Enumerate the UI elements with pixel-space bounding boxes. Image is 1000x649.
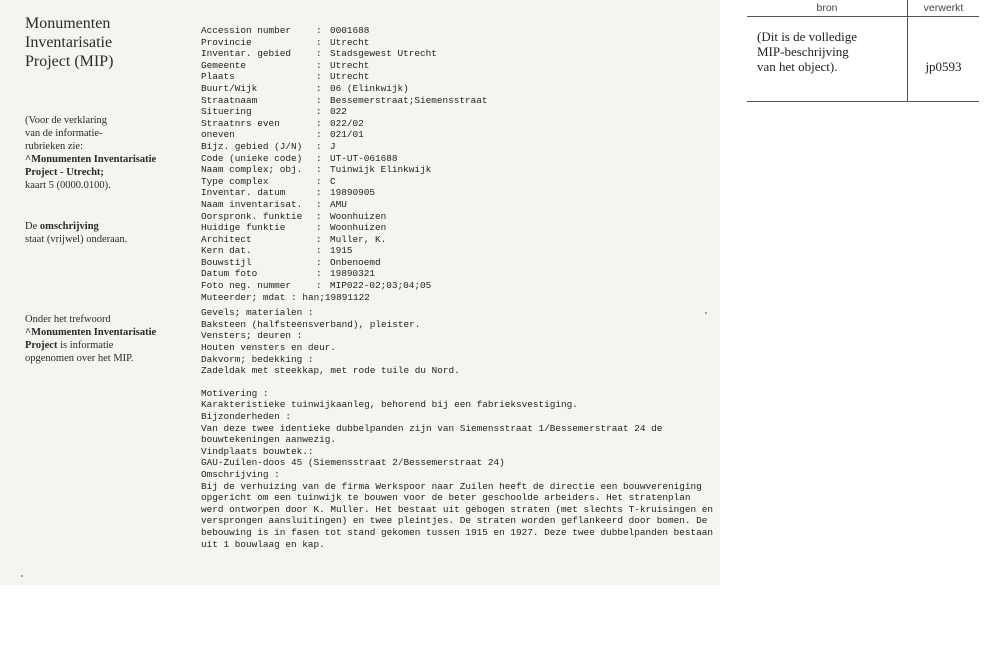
- sidebar-note-trefwoord: Onder het trefwoord ^Monumenten Inventarisatie Project is informatie opgenomen over het MIP.: [25, 314, 157, 364]
- record-text: [201, 25, 716, 550]
- field-key: Straatnaam: [201, 94, 258, 106]
- field-key: Oorspronk. funktie: [201, 210, 303, 222]
- source-table: [747, 0, 979, 101]
- record-field: [201, 199, 716, 211]
- field-sep: :: [316, 198, 322, 210]
- field-key: oneven: [201, 129, 235, 141]
- field-sep: :: [316, 106, 322, 118]
- record-field: [201, 222, 716, 234]
- section-heading: Dakvorm; bedekking :: [201, 353, 314, 365]
- field-value: 022/02: [330, 117, 364, 129]
- field-sep: :: [316, 280, 322, 292]
- sidebar-note-verklaring: (Voor de verklaring van de informatie- rubrieken zie: ^Monumenten Inventarisatie Project - Utrecht; kaart 5 (0000.0100).: [25, 115, 157, 191]
- field-sep: :: [316, 245, 322, 257]
- field-key: Gemeente: [201, 59, 247, 71]
- record-field: [201, 176, 716, 188]
- field-key: Naam complex; obj.: [201, 164, 303, 176]
- sidebar-link-mip-utrecht-2[interactable]: Project - Utrecht;: [25, 167, 104, 178]
- field-key: Situering: [201, 106, 252, 118]
- record-field: [201, 37, 716, 49]
- sidebar-link-mip-utrecht[interactable]: ^Monumenten Inventarisatie: [25, 154, 157, 165]
- record-sections-b: [201, 388, 716, 550]
- field-sep: :: [316, 187, 322, 199]
- sidebar-note-omschrijving: De omschrijving staat (vrijwel) onderaan.: [25, 221, 128, 245]
- record-field: [201, 48, 716, 60]
- field-value: Woonhuizen: [330, 210, 387, 222]
- record-field: [201, 257, 716, 269]
- field-value: Bessemerstraat;Siemensstraat: [330, 94, 488, 106]
- field-value: Woonhuizen: [330, 222, 387, 234]
- section-text: Van deze twee identieke dubbelpanden zijn van Siemensstraat 1/Bessemerstraat 24 de bouwtekeningen aanwezig.: [201, 422, 663, 446]
- field-key: Foto neg. nummer: [201, 280, 292, 292]
- field-sep: :: [316, 268, 322, 280]
- field-value: C: [330, 175, 336, 187]
- field-sep: :: [316, 210, 322, 222]
- source-table-row: [747, 17, 979, 102]
- muteerder-label: Muteerder; mdat: [201, 291, 286, 303]
- field-key: Accession number: [201, 25, 292, 36]
- field-value: 1915: [330, 245, 353, 257]
- field-sep: :: [316, 82, 322, 94]
- record-section: [201, 411, 716, 446]
- field-key: Architect: [201, 233, 252, 245]
- field-value: Muller, K.: [330, 233, 387, 245]
- record-field: [201, 153, 716, 165]
- field-value: AMU: [330, 198, 347, 210]
- sidebar-link-mip[interactable]: ^Monumenten Inventarisatie: [25, 327, 157, 338]
- field-sep: :: [316, 36, 322, 48]
- processed-code: jp0593: [925, 59, 962, 74]
- record-sections-a: [201, 307, 716, 377]
- field-key: Datum foto: [201, 268, 258, 280]
- field-value: Utrecht: [330, 36, 370, 48]
- record-section: [201, 388, 716, 411]
- record-field: [201, 25, 716, 37]
- muteerder-sep: :: [291, 291, 297, 303]
- section-text: Baksteen (halfsteensverband), pleister.: [201, 318, 421, 330]
- record-field: [201, 118, 716, 130]
- record-section: [201, 330, 716, 353]
- record-field: [201, 129, 716, 141]
- section-heading: Vensters; deuren :: [201, 330, 303, 342]
- section-text: GAU-Zuilen-doos 45 (Siemensstraat 2/Bessemerstraat 24): [201, 457, 505, 469]
- field-value: 19890905: [330, 187, 376, 199]
- record-section: [201, 469, 716, 550]
- field-key: Type complex: [201, 175, 269, 187]
- record-field: [201, 268, 716, 280]
- source-table-header: [747, 0, 979, 17]
- record-field: [201, 280, 716, 292]
- field-sep: :: [316, 256, 322, 268]
- field-value: 021/01: [330, 129, 364, 141]
- field-value: 022: [330, 106, 347, 118]
- record-field: [201, 234, 716, 246]
- record-field: [201, 141, 716, 153]
- section-text: Houten vensters en deur.: [201, 342, 337, 354]
- field-sep: :: [316, 94, 322, 106]
- record-fields: [201, 25, 716, 292]
- field-value: MIP022-02;03;04;05: [330, 280, 432, 292]
- muteerder-value: han;19891122: [302, 291, 370, 303]
- record-field: [201, 245, 716, 257]
- record-field: [201, 83, 716, 95]
- sidebar-title: Monumenten Inventarisatie Project (MIP): [25, 15, 114, 70]
- scan-speck: [21, 575, 23, 577]
- field-key: Code (unieke code): [201, 152, 303, 164]
- record-field: [201, 211, 716, 223]
- field-value: UT-UT-061688: [330, 152, 398, 164]
- field-key: Naam inventarisat.: [201, 198, 303, 210]
- section-text: Zadeldak met steekkap, met rode tuile du Nord.: [201, 365, 460, 377]
- field-value: Utrecht: [330, 59, 370, 71]
- field-key: Huidige funktie: [201, 222, 286, 234]
- field-sep: :: [316, 117, 322, 129]
- record-field: [201, 164, 716, 176]
- section-heading: Bijzonderheden :: [201, 411, 292, 422]
- record-field: [201, 187, 716, 199]
- scan-speck: [705, 312, 707, 314]
- field-value: 19890321: [330, 268, 376, 280]
- record-field: [201, 106, 716, 118]
- field-key: Plaats: [201, 71, 235, 83]
- col-verwerkt: verwerkt: [923, 2, 964, 14]
- field-sep: :: [316, 233, 322, 245]
- sidebar: [25, 14, 175, 364]
- field-sep: :: [316, 164, 322, 176]
- field-value: Tuinwijk Elinkwijk: [330, 164, 432, 176]
- field-key: Inventar. gebied: [201, 48, 292, 60]
- field-sep: :: [316, 48, 322, 60]
- field-sep: :: [316, 222, 322, 234]
- section-heading: Gevels; materialen :: [201, 307, 314, 319]
- field-value: Stadsgewest Utrecht: [330, 48, 437, 60]
- field-sep: :: [316, 152, 322, 164]
- section-text: Bij de verhuizing van de firma Werkspoor naar Zuilen heeft de directie een bouwvereniging opgericht om een tuinwijk te bouwen voor de beter geschoolde arbeiders. Het stratenplan werd ontworpen door K. Muller. Het bestaat uit gebogen straten (met slechts T-kruisingen en versprongen aansluitingen) en twee pleintjes. De straten worden geflankeerd door bomen. De bebouwing is in fasen tot stand gekomen tussen 1915 en 1927. Deze twee dubbelpanden bestaan uit 1 bouwlaag en kap.: [201, 480, 713, 550]
- section-heading: Omschrijving :: [201, 468, 280, 480]
- field-key: Straatnrs even: [201, 117, 280, 129]
- field-sep: :: [316, 59, 322, 71]
- field-value: J: [330, 140, 336, 152]
- field-sep: :: [316, 140, 322, 152]
- field-sep: :: [316, 175, 322, 187]
- field-key: Buurt/Wijk: [201, 82, 258, 94]
- field-value: 06 (Elinkwijk): [330, 82, 409, 94]
- record-section: [201, 354, 716, 377]
- field-value: Utrecht: [330, 71, 370, 83]
- record-field: [201, 71, 716, 83]
- record-section: [201, 446, 716, 469]
- field-value: 0001688: [330, 25, 370, 36]
- field-key: Inventar. datum: [201, 187, 286, 199]
- section-heading: Vindplaats bouwtek.:: [201, 445, 314, 457]
- field-sep: :: [316, 25, 322, 36]
- field-value: Onbenoemd: [330, 256, 381, 268]
- field-key: Kern dat.: [201, 245, 252, 257]
- field-sep: :: [316, 129, 322, 141]
- source-description: (Dit is de volledige MIP-beschrijving van het object).: [747, 17, 908, 101]
- section-heading: Motivering :: [201, 387, 269, 399]
- record-field: [201, 60, 716, 72]
- section-text: Karakteristieke tuinwijkaanleg, behorend bij een fabrieksvestiging.: [201, 399, 578, 411]
- field-sep: :: [316, 71, 322, 83]
- record-field: [201, 95, 716, 107]
- record-section: [201, 307, 716, 330]
- field-key: Bijz. gebied (J/N): [201, 140, 303, 152]
- field-key: Bouwstijl: [201, 256, 252, 268]
- field-key: Provincie: [201, 36, 252, 48]
- col-bron: bron: [747, 0, 908, 16]
